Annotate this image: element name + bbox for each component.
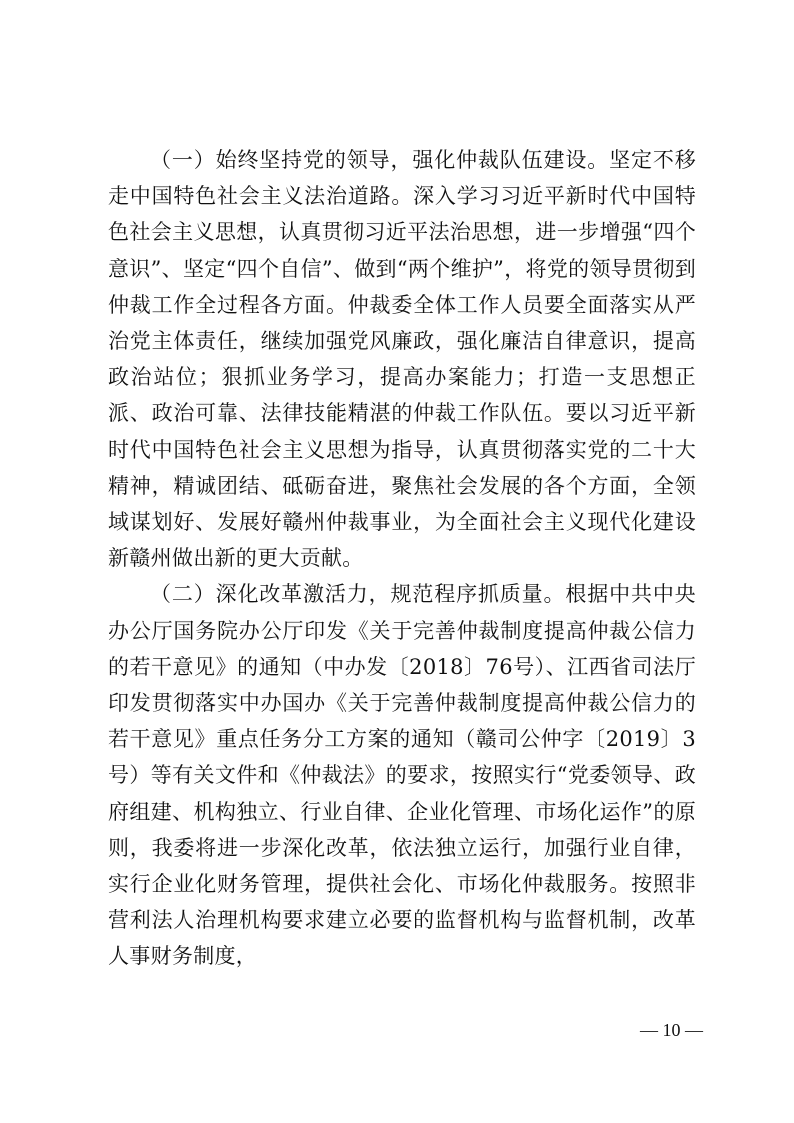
page-number: — 10 — <box>640 1020 703 1040</box>
paragraph-2 <box>108 576 696 974</box>
paragraph-2-body: 根据中共中央办公厅国务院办公厅印发《关于完善仲裁制度提高仲裁公信力的若干意见》的通知（中办发〔2018〕76号）、江西省司法厅印发贯彻落实中办国办《关于完善仲裁制度提高仲裁公信力的若干意见》重点任务分工方案的通知（赣司公仲字〔2019〕3号）等有关文件和《仲裁法》的要求，按照实行“党委领导、政府组建、机构独立、行业自律、企业化管理、市场化运作”的原则，我委将进一步深化改革，依法独立运行，加强行业自律，实行企业化财务管理，提供社会化、市场化仲裁服务。按照非营利法人治理机构要求建立必要的监督机构与监督机制，改革人事财务制度， <box>108 582 696 969</box>
paragraph-1-body: 坚定不移走中国特色社会主义法治道路。深入学习习近平新时代中国特色社会主义思想，认真贯彻习近平法治思想，进一步增强“四个意识”、坚定“四个自信”、做到“两个维护”，将党的领导贯彻到仲裁工作全过程各方面。仲裁委全体工作人员要全面落实从严治党主体责任，继续加强党风廉政，强化廉洁自律意识，提高政治站位；狠抓业务学习，提高办案能力；打造一支思想正派、政治可靠、法律技能精湛的仲裁工作队伍。要以习近平新时代中国特色社会主义思想为指导，认真贯彻落实党的二十大精神，精诚团结、砥砺奋进，聚焦社会发展的各个方面，全领域谋划好、发展好赣州仲裁事业，为全面社会主义现代化建设新赣州做出新的更大贡献。 <box>108 148 696 571</box>
paragraph-2-heading: （二）深化改革激活力，规范程序抓质量。 <box>150 582 566 607</box>
paragraph-1 <box>108 142 696 576</box>
document-body <box>108 142 696 975</box>
paragraph-1-heading: （一）始终坚持党的领导，强化仲裁队伍建设。 <box>150 148 610 172</box>
